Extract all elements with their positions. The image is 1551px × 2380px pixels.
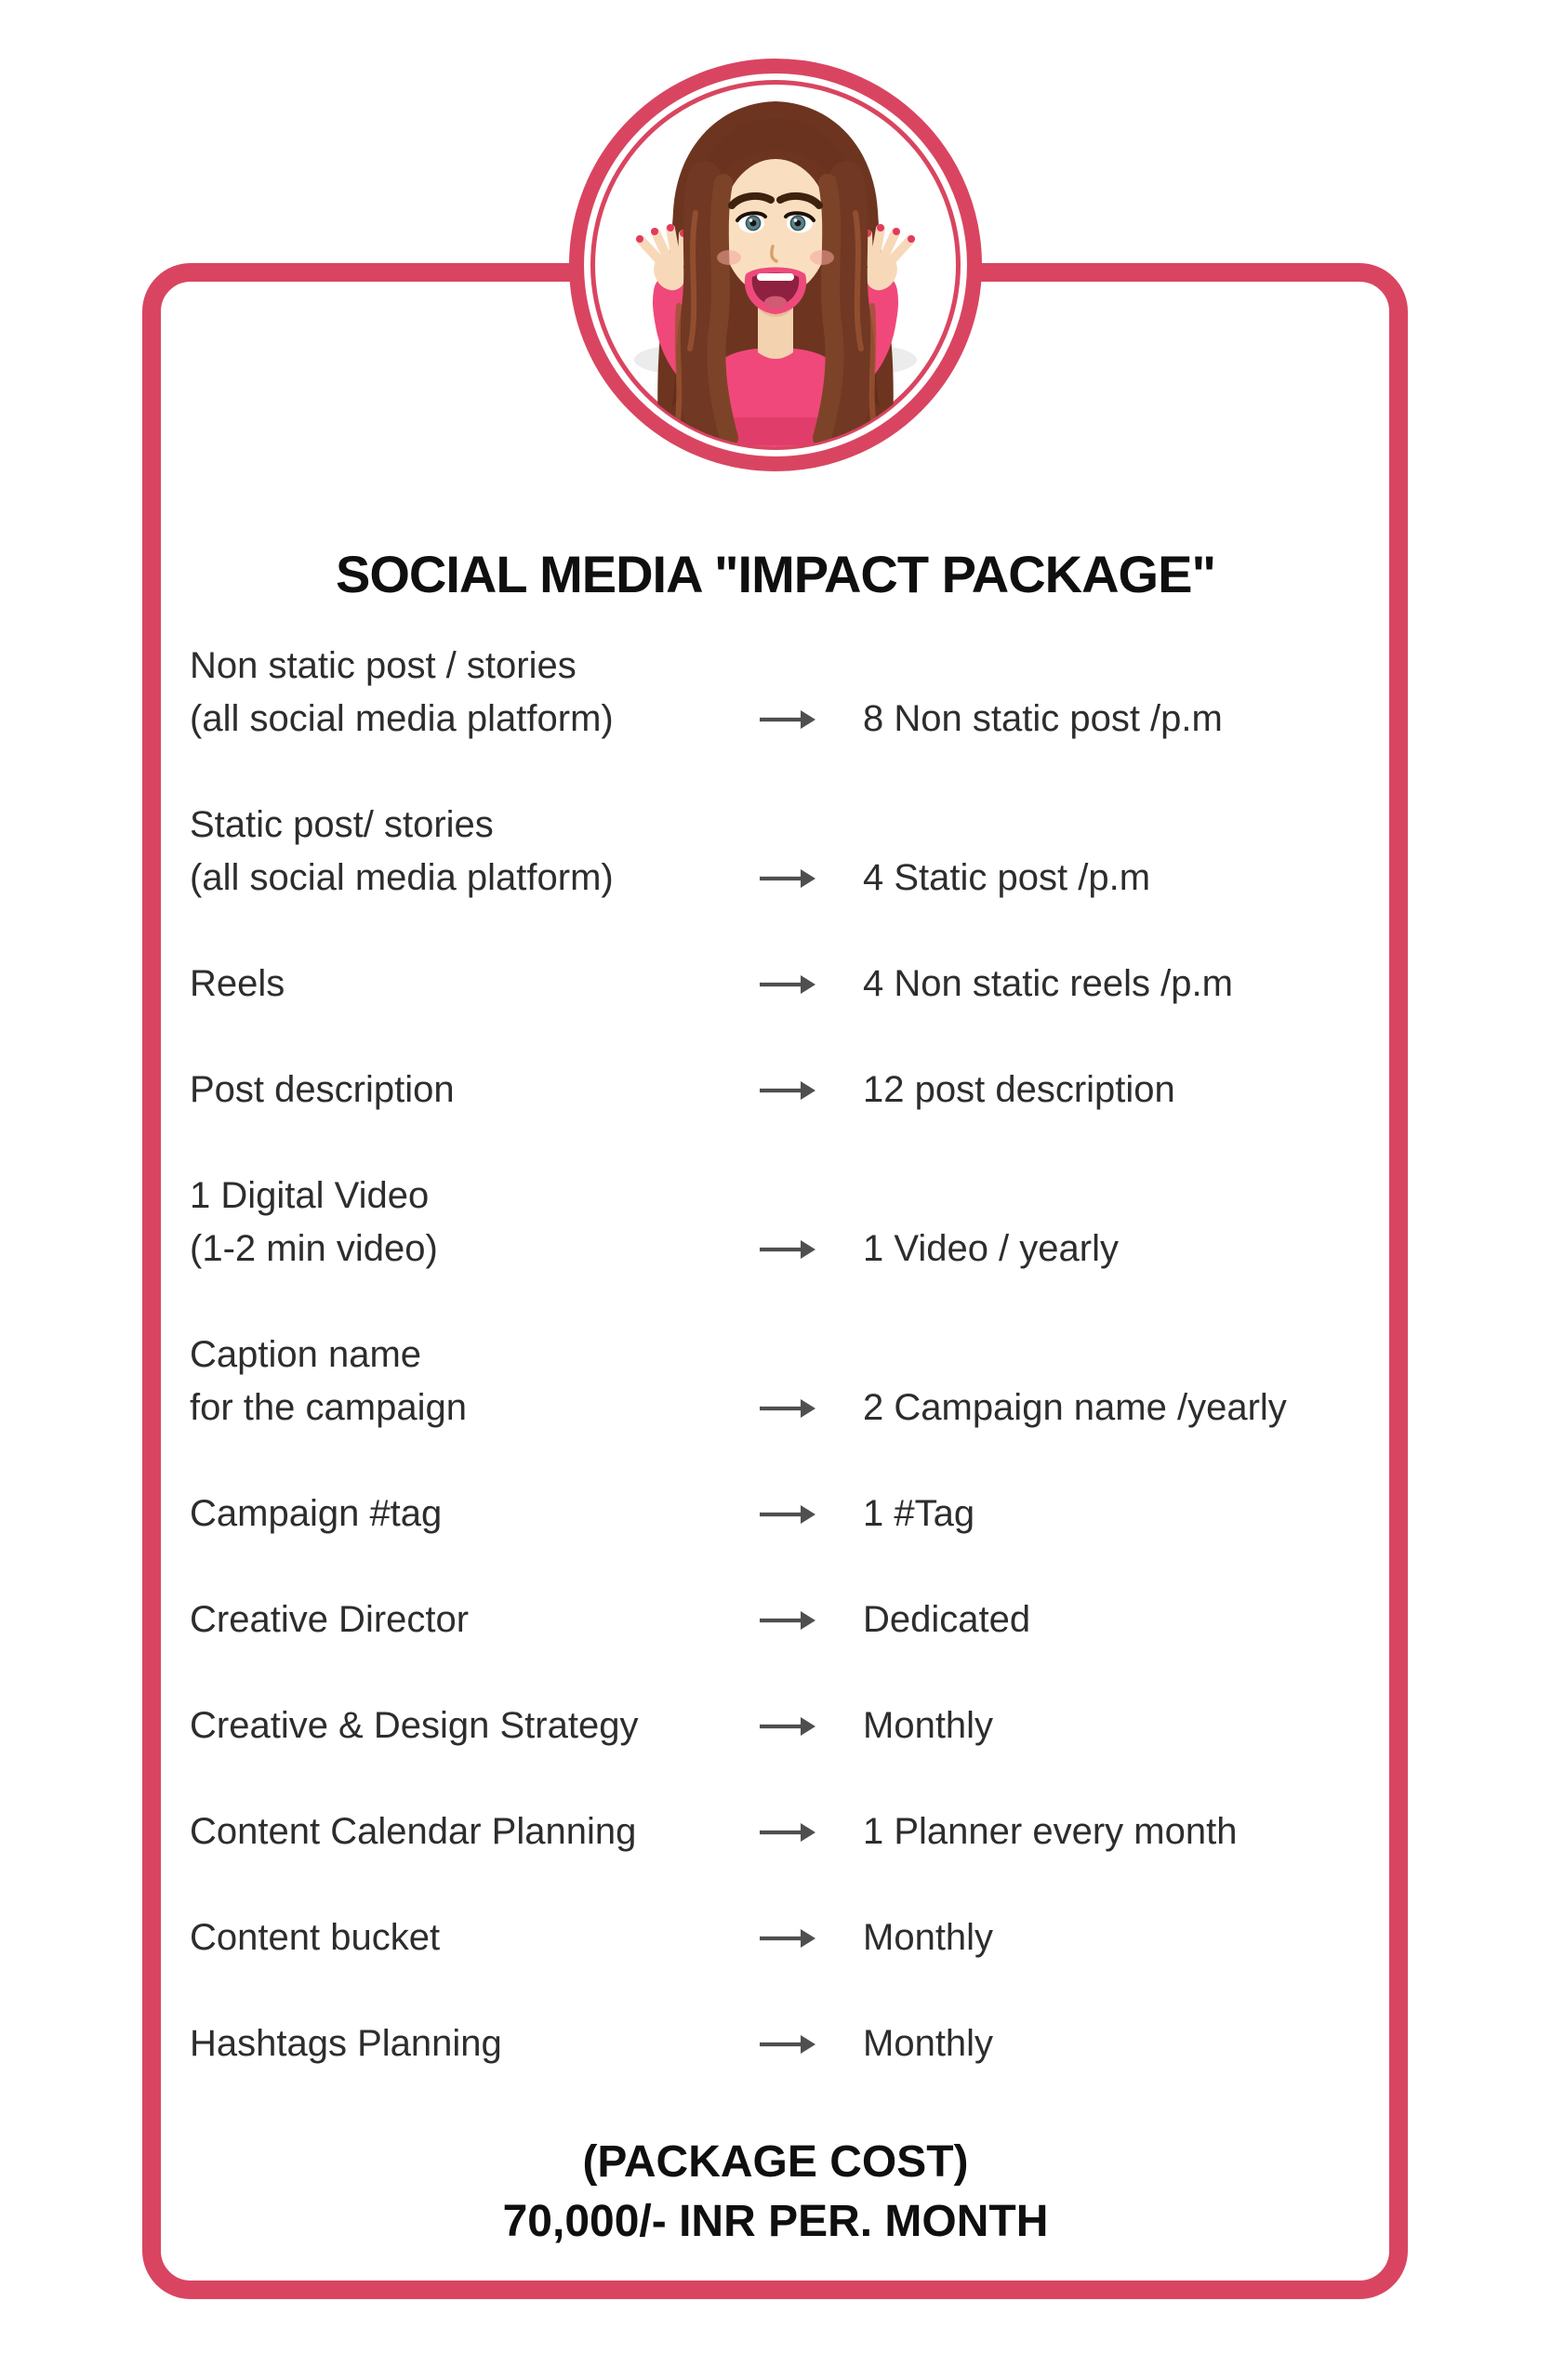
arrow-right-icon xyxy=(759,1818,816,1846)
deliverable-value: 1 Planner every month xyxy=(863,1811,1238,1852)
service-label xyxy=(190,1805,759,1858)
deliverable-value: Monthly xyxy=(863,1705,994,1746)
arrow-right-icon xyxy=(759,1712,816,1740)
arrow-right-icon xyxy=(759,1501,816,1528)
service-label-line: (all social media platform) xyxy=(190,857,614,898)
arrow-right-icon xyxy=(759,1924,816,1952)
service-label xyxy=(190,958,759,1011)
package-cost xyxy=(0,2133,1551,2252)
service-label xyxy=(190,1699,759,1752)
service-label-line: Content bucket xyxy=(190,1917,441,1958)
package-row xyxy=(190,1488,1389,1540)
package-row xyxy=(190,1911,1389,1964)
arrow-right-icon xyxy=(759,1236,816,1263)
deliverable-value: 4 Static post /p.m xyxy=(863,857,1151,898)
service-label-line: for the campaign xyxy=(190,1387,467,1428)
package-row xyxy=(190,1064,1389,1117)
deliverable-value: 1 #Tag xyxy=(863,1493,975,1534)
service-label xyxy=(190,1911,759,1964)
page-title: SOCIAL MEDIA "IMPACT PACKAGE" xyxy=(335,545,1216,603)
service-label xyxy=(190,1329,759,1435)
package-row xyxy=(190,958,1389,1011)
excited-woman-illustration xyxy=(584,73,967,456)
service-label xyxy=(190,1593,759,1646)
deliverable-value: 8 Non static post /p.m xyxy=(863,698,1223,739)
avatar-badge xyxy=(569,59,982,471)
service-label-line: Reels xyxy=(190,963,285,1004)
package-row xyxy=(190,1593,1389,1646)
service-label-line: Hashtags Planning xyxy=(190,2023,502,2064)
deliverable-value: Monthly xyxy=(863,1917,994,1958)
deliverable-value: 1 Video / yearly xyxy=(863,1228,1119,1269)
deliverable-value: 2 Campaign name /yearly xyxy=(863,1387,1287,1428)
arrow-right-icon xyxy=(759,706,816,734)
service-label-line: Post description xyxy=(190,1069,455,1110)
arrow-right-icon xyxy=(759,1395,816,1422)
package-cost-heading: (PACKAGE COST) xyxy=(582,2137,969,2187)
package-row xyxy=(190,1170,1389,1276)
deliverable-value: Monthly xyxy=(863,2023,994,2064)
service-label-line: Caption name xyxy=(190,1334,422,1375)
package-row xyxy=(190,1805,1389,1858)
arrow-right-icon xyxy=(759,2030,816,2058)
service-label-line: Static post/ stories xyxy=(190,804,494,845)
service-label xyxy=(190,2017,759,2070)
package-cost-amount: 70,000/- INR PER. MONTH xyxy=(502,2197,1049,2246)
deliverable-value: Dedicated xyxy=(863,1599,1031,1640)
service-label-line: 1 Digital Video xyxy=(190,1175,430,1216)
service-label-line: Content Calendar Planning xyxy=(190,1811,637,1852)
package-row xyxy=(190,640,1389,746)
service-label xyxy=(190,640,759,746)
package-row xyxy=(190,1699,1389,1752)
service-label xyxy=(190,1488,759,1540)
package-row xyxy=(190,799,1389,905)
service-label-line: Non static post / stories xyxy=(190,645,577,686)
service-label xyxy=(190,1170,759,1276)
package-row xyxy=(190,1329,1389,1435)
service-label-line: Campaign #tag xyxy=(190,1493,443,1534)
package-list xyxy=(190,640,1389,2123)
deliverable-value: 4 Non static reels /p.m xyxy=(863,963,1233,1004)
service-label xyxy=(190,1064,759,1117)
arrow-right-icon xyxy=(759,1606,816,1634)
arrow-right-icon xyxy=(759,865,816,892)
arrow-right-icon xyxy=(759,971,816,998)
service-label-line: (all social media platform) xyxy=(190,698,614,739)
service-label-line: Creative & Design Strategy xyxy=(190,1705,639,1746)
service-label-line: (1-2 min video) xyxy=(190,1228,438,1269)
service-label xyxy=(190,799,759,905)
arrow-right-icon xyxy=(759,1077,816,1104)
package-row xyxy=(190,2017,1389,2070)
service-label-line: Creative Director xyxy=(190,1599,470,1640)
deliverable-value: 12 post description xyxy=(863,1069,1175,1110)
